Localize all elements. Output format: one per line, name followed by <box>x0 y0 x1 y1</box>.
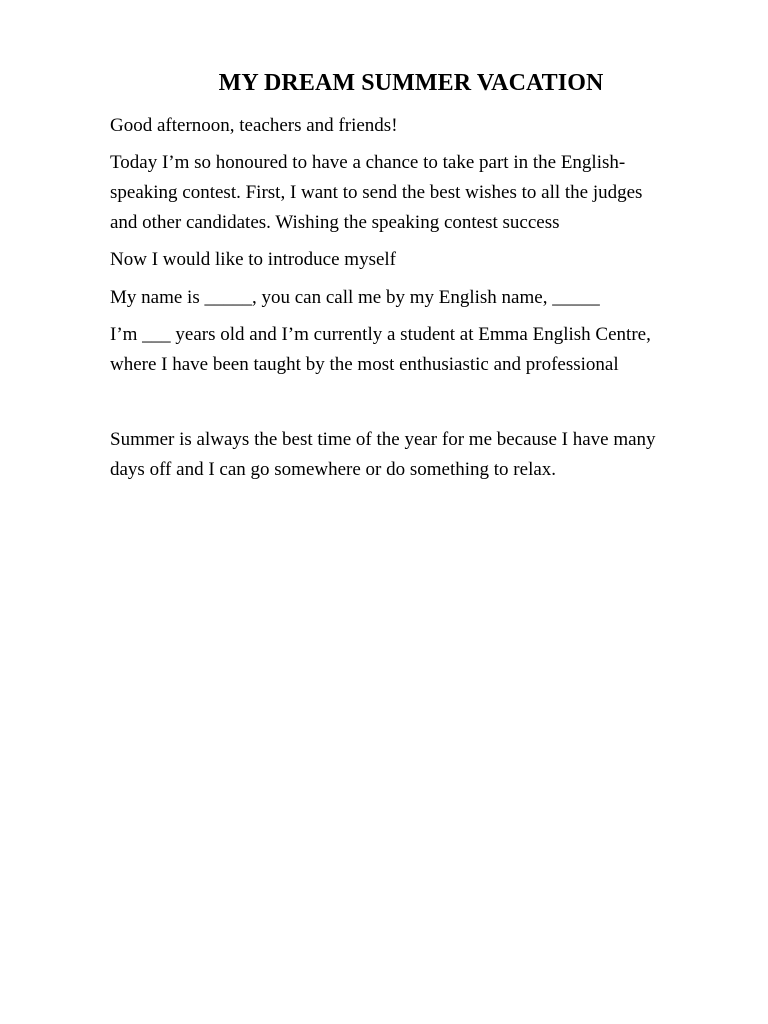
summer-line-1: Summer is always the best time of the year for me because I have many <box>110 429 656 450</box>
intro-line-2: speaking contest. First, I want to send the best wishes to all the judges <box>110 182 643 203</box>
intro-line-3: and other candidates. Wishing the speaking contest success <box>110 212 560 233</box>
summer-paragraph <box>110 425 715 485</box>
age-line-2: where I have been taught by the most enthusiastic and professional <box>110 354 619 375</box>
intro-line-1: Today I’m so honoured to have a chance to take part in the English- <box>110 152 626 173</box>
intro-paragraph <box>110 148 715 238</box>
introduce-paragraph <box>110 245 715 275</box>
introduce-text: Now I would like to introduce myself <box>110 249 397 270</box>
summer-line-2: days off and I can go somewhere or do something to relax. <box>110 459 557 480</box>
name-paragraph <box>110 283 715 313</box>
greeting-paragraph <box>110 111 715 141</box>
document-title: MY DREAM SUMMER VACATION <box>218 70 604 96</box>
greeting-text: Good afternoon, teachers and friends! <box>110 115 398 136</box>
age-paragraph <box>110 320 715 380</box>
age-line-1: I’m ___ years old and I’m currently a student at Emma English Centre, <box>110 324 651 345</box>
name-text: My name is _____, you can call me by my English name, _____ <box>110 287 600 308</box>
